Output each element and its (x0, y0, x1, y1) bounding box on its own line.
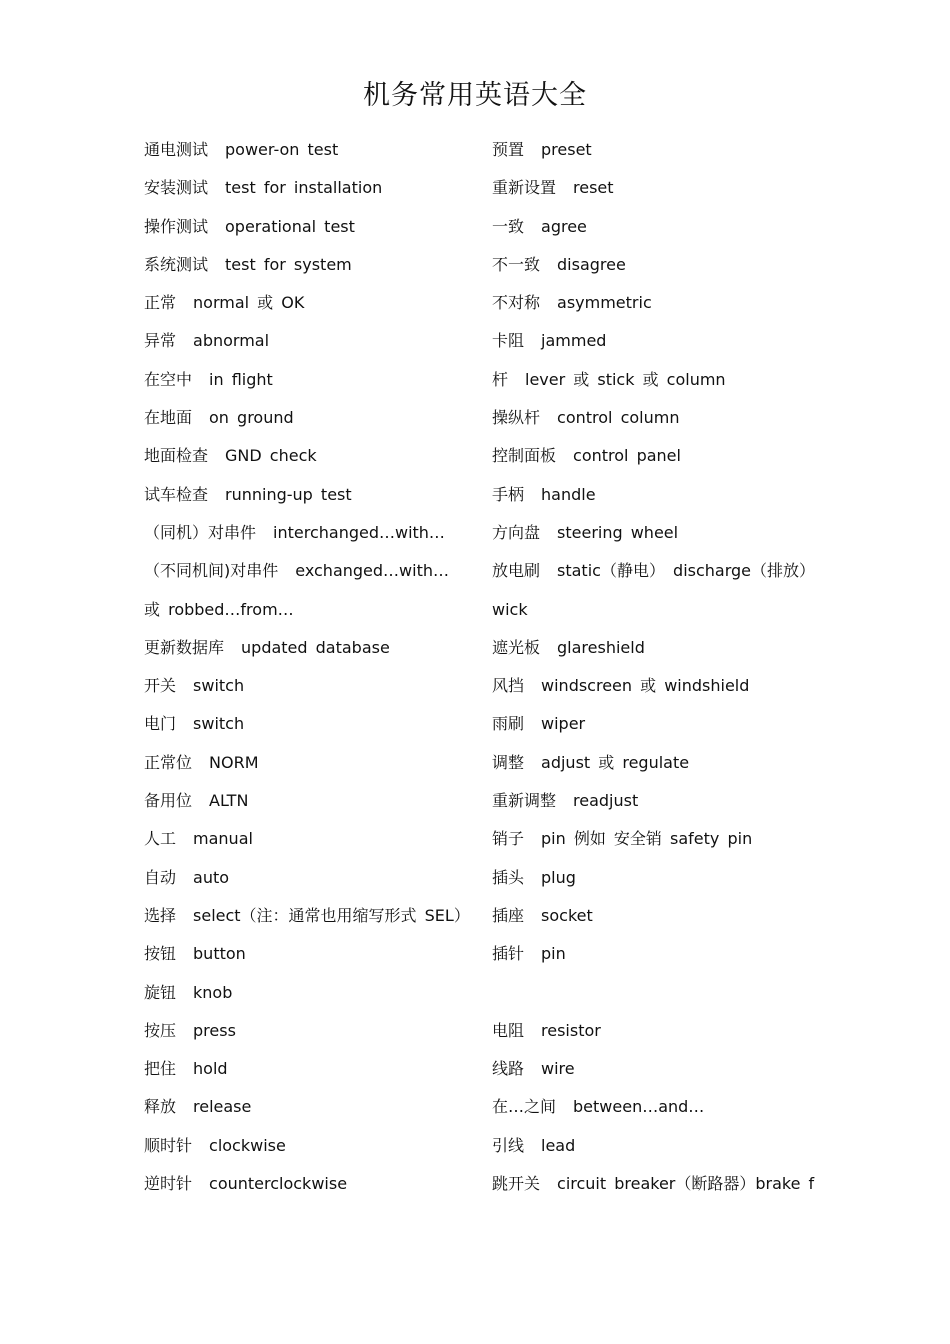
term-english: auto (193, 867, 230, 887)
term-row (492, 820, 822, 858)
term-english: agree (541, 216, 587, 236)
term-row (144, 1012, 484, 1050)
term-chinese: 跳开关 (492, 1174, 541, 1194)
term-row (144, 1050, 484, 1088)
term-row (492, 169, 822, 207)
term-chinese: 开关 (144, 676, 177, 696)
term-english: resistor (541, 1020, 601, 1040)
term-row (492, 1050, 822, 1088)
term-chinese: 方向盘 (492, 522, 541, 542)
term-chinese: 旋钮 (144, 982, 177, 1002)
term-english: on ground (209, 408, 294, 428)
term-row (144, 514, 484, 552)
term-row (144, 284, 484, 322)
term-english: pin (541, 944, 566, 964)
term-row (144, 859, 484, 897)
term-english: ALTN (209, 791, 249, 811)
term-chinese: 在地面 (144, 408, 193, 428)
term-english: readjust (573, 791, 639, 811)
term-chinese: 电门 (144, 714, 177, 734)
term-chinese: 正常 (144, 293, 177, 313)
term-english: asymmetric (557, 293, 652, 313)
term-row (492, 897, 822, 935)
term-chinese: 异常 (144, 331, 177, 351)
term-english: running-up test (225, 484, 352, 504)
term-row (492, 361, 822, 399)
term-row (492, 705, 822, 743)
term-english: pin 例如 安全销 safety pin (541, 829, 753, 849)
term-english: press (193, 1020, 236, 1040)
term-chinese: 杆 (492, 369, 509, 389)
term-chinese: 重新调整 (492, 791, 557, 811)
term-chinese: 按压 (144, 1020, 177, 1040)
term-chinese: 预置 (492, 140, 525, 159)
term-row (492, 591, 822, 629)
left-term-column (144, 131, 484, 1203)
term-chinese: 选择 (144, 905, 177, 925)
term-english: control column (557, 408, 680, 428)
term-row (492, 744, 822, 782)
term-chinese: 把住 (144, 1059, 177, 1079)
term-english: manual (193, 829, 253, 849)
term-chinese: 释放 (144, 1097, 177, 1117)
term-row (492, 667, 822, 705)
term-english: wick (492, 599, 528, 619)
term-chinese: 备用位 (144, 791, 193, 811)
term-english: exchanged…with… (295, 561, 449, 581)
term-row (492, 1012, 822, 1050)
term-english: NORM (209, 752, 259, 772)
term-chinese: 系统测试 (144, 254, 209, 274)
term-chinese: 重新设置 (492, 178, 557, 198)
term-row (144, 705, 484, 743)
term-chinese: 操作测试 (144, 216, 209, 236)
term-chinese: 试车检查 (144, 484, 209, 504)
term-english: select（注：通常也用缩写形式 SEL） (193, 905, 470, 925)
term-english: wire (541, 1059, 575, 1079)
term-row (144, 974, 484, 1012)
term-english: circuit breaker（断路器）brake f (557, 1174, 815, 1194)
term-english: test for installation (225, 178, 383, 198)
term-chinese: 雨刷 (492, 714, 525, 734)
term-row (492, 782, 822, 820)
term-english: abnormal (193, 331, 270, 351)
term-row (492, 859, 822, 897)
term-row (492, 476, 822, 514)
term-row (492, 131, 822, 169)
term-row (144, 1088, 484, 1126)
term-english: updated database (241, 637, 390, 657)
term-english: switch (193, 714, 245, 734)
term-chinese: 销子 (492, 829, 525, 849)
term-chinese: 按钮 (144, 944, 177, 964)
term-english: adjust 或 regulate (541, 752, 690, 772)
term-chinese: 插头 (492, 867, 525, 887)
term-row (144, 208, 484, 246)
term-row (492, 208, 822, 246)
term-row (144, 169, 484, 207)
term-chinese: 不对称 (492, 293, 541, 313)
term-chinese: 操纵杆 (492, 408, 541, 428)
term-chinese: 不一致 (492, 254, 541, 274)
term-chinese: 控制面板 (492, 446, 557, 466)
term-english: normal 或 OK (193, 293, 305, 313)
term-english: wiper (541, 714, 586, 734)
term-row (144, 131, 484, 169)
term-english: socket (541, 905, 593, 925)
term-row (492, 322, 822, 360)
term-english: reset (573, 178, 614, 198)
term-english: between…and… (573, 1097, 705, 1117)
term-english: clockwise (209, 1135, 286, 1155)
term-english: steering wheel (557, 522, 679, 542)
term-chinese: 安装测试 (144, 178, 209, 198)
term-row (492, 437, 822, 475)
term-row (492, 1127, 822, 1165)
term-english: control panel (573, 446, 681, 466)
term-row (492, 246, 822, 284)
term-chinese: 手柄 (492, 484, 525, 504)
term-chinese: 电阻 (492, 1020, 525, 1040)
term-chinese: 风挡 (492, 676, 525, 696)
term-chinese: 逆时针 (144, 1174, 193, 1194)
term-row (144, 476, 484, 514)
term-row (492, 514, 822, 552)
term-english: static（静电） discharge（排放） (557, 561, 816, 581)
term-chinese: 放电刷 (492, 561, 541, 581)
term-row (492, 1165, 822, 1203)
term-chinese: （同机）对串件 (144, 522, 257, 542)
term-english: GND check (225, 446, 317, 466)
term-chinese: 在空中 (144, 369, 193, 389)
term-english: lead (541, 1135, 576, 1155)
term-row (492, 935, 822, 973)
term-row (492, 629, 822, 667)
term-row (144, 629, 484, 667)
term-english: windscreen 或 windshield (541, 676, 750, 696)
term-chinese: 卡阻 (492, 331, 525, 351)
term-chinese: 人工 (144, 829, 177, 849)
term-row (492, 399, 822, 437)
term-chinese: 正常位 (144, 752, 193, 772)
term-chinese: 线路 (492, 1059, 525, 1079)
term-english: 或 robbed…from… (144, 599, 294, 619)
term-row (492, 1088, 822, 1126)
term-english: power-on test (225, 140, 339, 159)
term-english: jammed (541, 331, 607, 351)
term-row (144, 322, 484, 360)
term-chinese: 调整 (492, 752, 525, 772)
term-english: button (193, 944, 246, 964)
term-english: handle (541, 484, 596, 504)
term-english: glareshield (557, 637, 645, 657)
term-row (144, 782, 484, 820)
term-chinese: 引线 (492, 1135, 525, 1155)
term-english: knob (193, 982, 233, 1002)
term-row (144, 246, 484, 284)
term-row (144, 399, 484, 437)
term-english: counterclockwise (209, 1174, 348, 1194)
term-row (492, 284, 822, 322)
term-english: interchanged…with… (273, 522, 445, 542)
term-row (144, 744, 484, 782)
term-english: in flight (209, 369, 273, 389)
term-english: switch (193, 676, 245, 696)
term-chinese: 更新数据库 (144, 637, 225, 657)
right-term-column (492, 131, 822, 1203)
term-chinese: 地面检查 (144, 446, 209, 466)
term-row (144, 935, 484, 973)
term-chinese: 在…之间 (492, 1097, 557, 1117)
term-row (144, 897, 484, 935)
term-chinese: 插针 (492, 944, 525, 964)
term-row (144, 1165, 484, 1203)
term-chinese: （不同机间)对串件 (144, 561, 279, 581)
page-title: 机务常用英语大全 (363, 80, 587, 112)
term-english: hold (193, 1059, 228, 1079)
term-english: test for system (225, 254, 352, 274)
term-chinese: 自动 (144, 867, 177, 887)
term-row (144, 667, 484, 705)
term-row (144, 361, 484, 399)
term-row (144, 552, 484, 590)
term-row (144, 437, 484, 475)
term-row (144, 1127, 484, 1165)
term-english: lever 或 stick 或 column (525, 369, 726, 389)
term-row (492, 552, 822, 590)
term-chinese: 顺时针 (144, 1135, 193, 1155)
term-row (492, 974, 822, 1012)
term-row (144, 591, 484, 629)
term-english: release (193, 1097, 252, 1117)
term-chinese: 通电测试 (144, 140, 209, 159)
term-english: disagree (557, 254, 626, 274)
term-chinese: 遮光板 (492, 637, 541, 657)
term-english: plug (541, 867, 576, 887)
term-chinese: 插座 (492, 905, 525, 925)
term-english: operational test (225, 216, 355, 236)
term-chinese: 一致 (492, 216, 525, 236)
term-english: preset (541, 140, 592, 159)
term-row (144, 820, 484, 858)
